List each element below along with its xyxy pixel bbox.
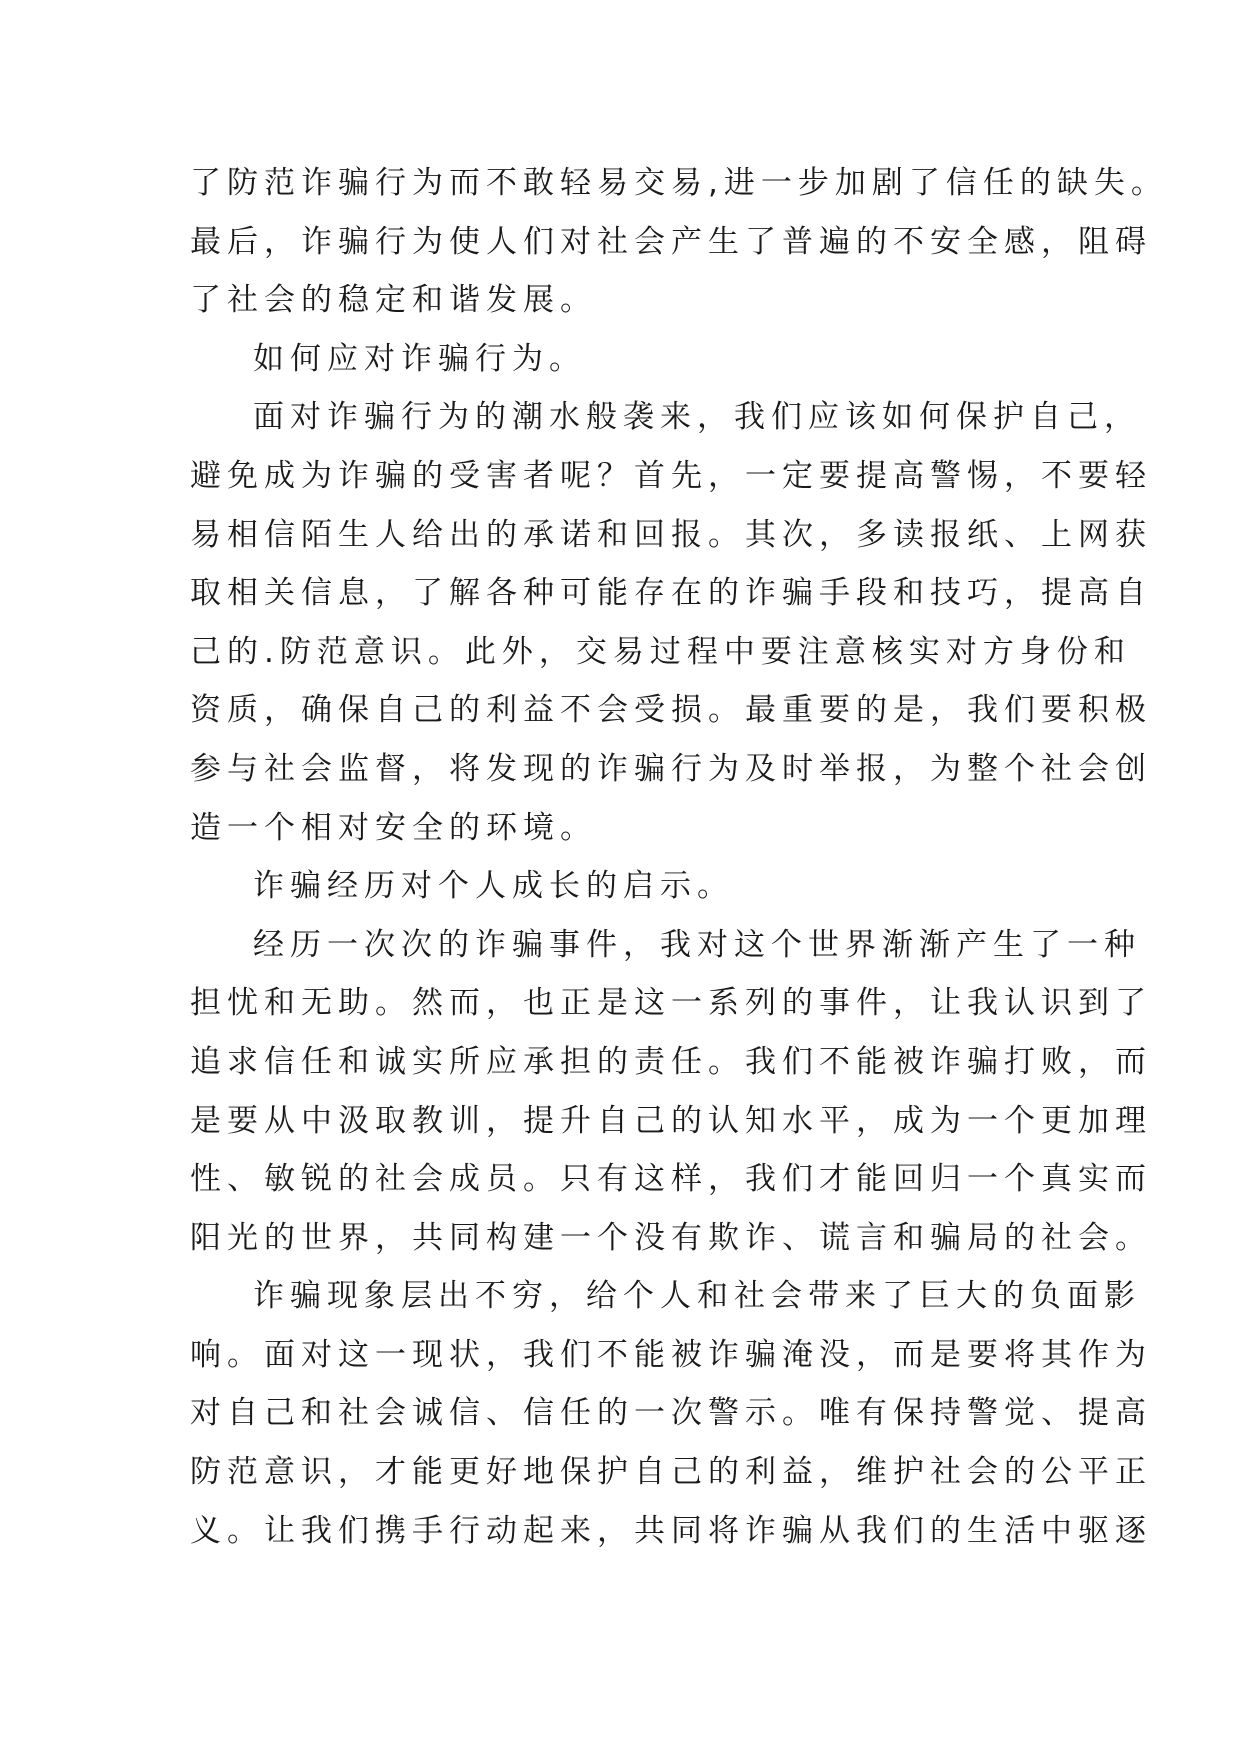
text-line: 己的.防范意识。此外，交易过程中要注意核实对方身份和 [190, 633, 1131, 670]
text-line: 取相关信息，了解各种可能存在的诈骗手段和技巧，提高自 [190, 575, 1152, 612]
text-line: 造一个相对安全的环境。 [190, 809, 597, 846]
text-line: 性、敏锐的社会成员。只有这样，我们才能回归一个真实而 [190, 1161, 1152, 1198]
text-line: 是要从中汲取教训，提升自己的认知水平，成为一个更加理 [190, 1102, 1152, 1139]
text-line: 资质，确保自己的利益不会受损。最重要的是，我们要积极 [190, 692, 1152, 729]
text-line: 参与社会监督，将发现的诈骗行为及时举报，为整个社会创 [190, 750, 1152, 787]
text-line: 阳光的世界，共同构建一个没有欺诈、谎言和骗局的社会。 [190, 1219, 1152, 1256]
paragraph-start-line: 诈骗经历对个人成长的启示。 [253, 868, 734, 905]
text-line: 最后，诈骗行为使人们对社会产生了普遍的不安全感，阻碍 [190, 223, 1152, 260]
text-line: 担忧和无助。然而，也正是这一系列的事件，让我认识到了 [190, 985, 1152, 1022]
text-line: 对自己和社会诚信、信任的一次警示。唯有保持警觉、提高 [190, 1395, 1152, 1432]
text-line: 了社会的稳定和谐发展。 [190, 282, 597, 319]
text-line: 义。让我们携手行动起来，共同将诈骗从我们的生活中驱逐 [190, 1512, 1152, 1549]
paragraph-start-line: 如何应对诈骗行为。 [253, 340, 586, 377]
text-line: 追求信任和诚实所应承担的责任。我们不能被诈骗打败，而 [190, 1043, 1152, 1080]
text-line: 避免成为诈骗的受害者呢？首先，一定要提高警惕，不要轻 [190, 457, 1152, 494]
text-line: 响。面对这一现状，我们不能被诈骗淹没，而是要将其作为 [190, 1336, 1152, 1373]
paragraph-start-line: 经历一次次的诈骗事件，我对这个世界渐渐产生了一种 [253, 926, 1141, 963]
text-line: 易相信陌生人给出的承诺和回报。其次，多读报纸、上网获 [190, 516, 1152, 553]
text-line: 防范意识，才能更好地保护自己的利益，维护社会的公平正 [190, 1454, 1152, 1491]
text-line: 了防范诈骗行为而不敢轻易交易,进一步加剧了信任的缺失。 [190, 165, 1168, 201]
paragraph-start-line: 面对诈骗行为的潮水般袭来，我们应该如何保护自己， [253, 399, 1141, 436]
paragraph-start-line: 诈骗现象层出不穷，给个人和社会带来了巨大的负面影 [253, 1278, 1141, 1315]
body-text [190, 154, 1168, 1560]
